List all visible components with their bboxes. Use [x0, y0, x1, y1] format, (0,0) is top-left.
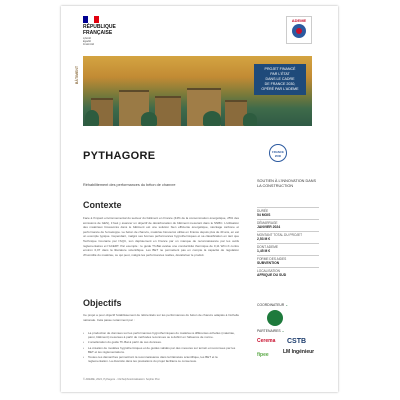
partenaires-text: PARTENAIRES [257, 329, 281, 333]
motto-line-2: Égalité [83, 40, 91, 43]
section-heading-objectifs: Objectifs [83, 298, 122, 308]
france-2030-label: FRANCE 2030 [272, 150, 284, 158]
tree-illustration [243, 113, 257, 126]
project-title: PYTHAGORE [83, 150, 156, 162]
tree-illustration [85, 110, 99, 126]
funding-line: PAR L'ÉTAT [270, 72, 290, 76]
meta-value: 2,53 M € [257, 237, 271, 241]
france-2030-logo [269, 144, 287, 162]
meta-row-localisation [257, 267, 319, 279]
program-label: SOUTIEN À L'INNOVATION DANS LA CONSTRUCTION [257, 179, 317, 188]
project-metadata-panel [257, 207, 319, 279]
ademe-emblem-icon [292, 24, 306, 38]
meta-label: DONT ADEME [257, 245, 279, 249]
document-page [61, 6, 338, 392]
funding-line: DE FRANCE 2030, [264, 82, 296, 86]
meta-label: DURÉE [257, 209, 269, 213]
meta-value: AFRIQUE DU SUD [257, 273, 287, 277]
partner-logo-lm-ingenieur: LM Ingénieur [283, 349, 315, 355]
illustration-banner [83, 56, 312, 126]
building-illustration [155, 96, 181, 126]
partner-logo-cerema: Cerema [257, 338, 276, 344]
republic-motto [83, 37, 116, 46]
list-item: • L'amélioration du guide Th-Bat à partir de ces données. [83, 340, 239, 344]
meta-row-montant [257, 231, 319, 243]
meta-value: JANVIER 2024 [257, 225, 281, 229]
ademe-logo [286, 16, 312, 44]
french-flag-icon [83, 16, 99, 23]
republique-francaise-logo [83, 16, 116, 46]
contexte-paragraph: Face à l'impact environnemental du secteur du bâtiment en France (44% de la consommation énergétique, 25% des émissions de GES), il faut y avancer un objectif de décarbonation du bâtiment mesurant dans le SNBC. L'utilisation des matériaux biosourcés dans le bâtiment est une solution bien efficiente énergétique, stockage carbone et performance de l'enveloppe. Le béton de chanvre, matériau biosourcé utilisé en France depuis plus de 40 ans, en est un exemple typique. Cependant, malgré ses bonnes performances hygrothermiques et sa classification en tant que Technique Courante par l'AQC, son déploiement en France par un manque de reconnaissance par les outils réglementaires et l'ACERT. Par exemple : le guide Th-Bat évalue une conductivité thermique de 0,11 W/m.K contre environ 0,07 dans la littérature scientifique. Les BET ne permettent pas en compte la capacité de régulation d'humidité du matériau, ce qui peut, malgré les performances réelles, dévaloriser le produit. [83, 216, 239, 257]
objectifs-intro: Ce projet a pour objectif l'établissement de référentiels sur les performances du béton de chanvre adaptés à l'échelle nationale. Cela passe notamment par : [83, 313, 239, 322]
side-tag-label: BÂTIMENT [75, 66, 79, 85]
funding-line: PROJET FINANCÉ [264, 67, 296, 71]
chevron-down-icon: ⌄ [285, 303, 289, 307]
meta-row-dont-ademe [257, 243, 319, 255]
coordinateur-label [257, 303, 288, 307]
republic-line-1: RÉPUBLIQUE [83, 24, 116, 30]
partner-logo-cstb: CSTB [287, 338, 307, 345]
meta-label: MONTANT TOTAL DU PROJET [257, 233, 303, 237]
coordinateur-text: COORDINATEUR [257, 303, 285, 307]
objectifs-list [83, 331, 239, 364]
funding-line: OPÉRÉ PAR L'ADEME [261, 87, 299, 91]
tree-illustration [141, 112, 157, 126]
meta-label: DÉMARRAGE [257, 221, 278, 225]
chevron-down-icon: ⌄ [281, 329, 285, 333]
footer-credit: © ADEME, 2024, Pythagore - Cliché/photo/réalisation: Sophie Prat [83, 378, 160, 381]
partenaires-label [257, 329, 284, 333]
section-heading-contexte: Contexte [83, 200, 122, 210]
motto-line-1: Liberté [83, 37, 91, 40]
meta-value: 54 MOIS [257, 213, 271, 217]
meta-row-demarrage [257, 219, 319, 231]
partner-logo-fipee: fipee [257, 352, 269, 358]
side-category-tag [75, 66, 81, 106]
ademe-name: ADEME [291, 18, 307, 23]
meta-value: 1,45 M € [257, 249, 271, 253]
republic-line-2: FRANÇAISE [83, 29, 113, 36]
funding-line: DANS LE CADRE [265, 77, 295, 81]
list-item: • Toutes ces démarches permettront la reconnaissance dans la littérature scientifique, les BET et la réglementation. La diversité dans les prestations du projet facilitera ce consensus. [83, 355, 239, 363]
list-item: • La production de données sur les performances hygrothermiques du matériau à différentes échelles (matériau, paroi, bâtiment) mesurées à partir de méthodes reconnues ou à définir en l'absence de norme. [83, 331, 239, 339]
meta-value: SUBVENTION [257, 261, 280, 265]
meta-row-forme [257, 255, 319, 267]
coordinator-logo [267, 310, 283, 326]
motto-line-3: Fraternité [83, 43, 95, 46]
meta-row-duree [257, 207, 319, 219]
tree-illustration [203, 111, 221, 126]
meta-label: FORME DES AIDES [257, 257, 287, 261]
funding-statement-box [254, 64, 306, 95]
list-item: • La création de modèles hygrothermiques et de guides validés par des mesures sur terrain et reconnues par les BET et les réglementations. [83, 346, 239, 354]
republic-name [83, 25, 116, 36]
project-subtitle: Réhabilitement des performances du béton de chanvre [83, 183, 176, 187]
meta-label: LOCALISATION [257, 269, 280, 273]
